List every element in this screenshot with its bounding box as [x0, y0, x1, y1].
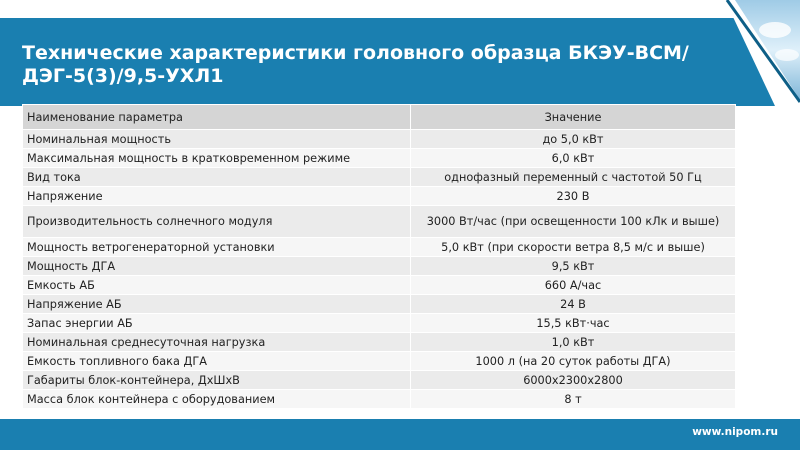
param-value: 24 В — [411, 295, 736, 314]
table-row — [23, 238, 736, 257]
column-header-name: Наименование параметра — [23, 105, 411, 130]
param-name: Масса блок контейнера с оборудованием — [23, 390, 411, 409]
table-row — [23, 314, 736, 333]
param-value: 3000 Вт/час (при освещенности 100 кЛк и выше) — [411, 206, 736, 238]
table-row — [23, 352, 736, 371]
param-name: Напряжение — [23, 187, 411, 206]
table-header-row — [23, 105, 736, 130]
param-value: однофазный переменный с частотой 50 Гц — [411, 168, 736, 187]
column-header-value: Значение — [411, 105, 736, 130]
footer-band — [0, 419, 800, 450]
param-value: 1000 л (на 20 суток работы ДГА) — [411, 352, 736, 371]
table-row — [23, 333, 736, 352]
param-value: 8 т — [411, 390, 736, 409]
param-name: Мощность ДГА — [23, 257, 411, 276]
table-row — [23, 149, 736, 168]
table-row — [23, 371, 736, 390]
specs-table-container — [22, 104, 735, 409]
param-name: Номинальная мощность — [23, 130, 411, 149]
param-name: Производительность солнечного модуля — [23, 206, 411, 238]
param-name: Вид тока — [23, 168, 411, 187]
param-name: Запас энергии АБ — [23, 314, 411, 333]
specs-table — [22, 104, 736, 409]
param-name: Габариты блок-контейнера, ДхШхВ — [23, 371, 411, 390]
param-name: Напряжение АБ — [23, 295, 411, 314]
param-name: Максимальная мощность в кратковременном режиме — [23, 149, 411, 168]
param-value: 660 А/час — [411, 276, 736, 295]
param-value: 6,0 кВт — [411, 149, 736, 168]
param-name: Мощность ветрогенераторной установки — [23, 238, 411, 257]
param-name: Емкость АБ — [23, 276, 411, 295]
table-row — [23, 276, 736, 295]
param-value: 6000х2300х2800 — [411, 371, 736, 390]
param-name: Емкость топливного бака ДГА — [23, 352, 411, 371]
table-row — [23, 295, 736, 314]
table-row — [23, 130, 736, 149]
param-value: 5,0 кВт (при скорости ветра 8,5 м/с и выше) — [411, 238, 736, 257]
table-row — [23, 206, 736, 238]
footer-url[interactable]: www.nipom.ru — [692, 426, 778, 438]
table-row — [23, 187, 736, 206]
table-row — [23, 390, 736, 409]
sky-corner-decoration — [705, 0, 800, 106]
param-value: 230 В — [411, 187, 736, 206]
param-value: 9,5 кВт — [411, 257, 736, 276]
param-value: 1,0 кВт — [411, 333, 736, 352]
table-row — [23, 257, 736, 276]
page-title: Технические характеристики головного образца БКЭУ-ВСМ/ДЭГ-5(3)/9,5-УХЛ1 — [22, 42, 689, 87]
table-row — [23, 168, 736, 187]
param-name: Номинальная среднесуточная нагрузка — [23, 333, 411, 352]
param-value: до 5,0 кВт — [411, 130, 736, 149]
param-value: 15,5 кВт·час — [411, 314, 736, 333]
